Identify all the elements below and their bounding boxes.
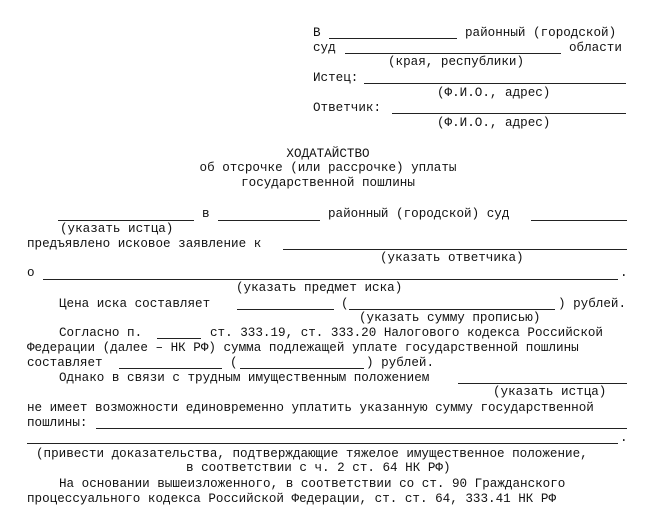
header-court-type: районный (городской) [465,26,617,40]
court-line-3[interactable] [531,220,627,221]
hint-amount-words: (указать сумму прописью) [359,311,541,325]
p5-b: ст. 333.19, ст. 333.20 Налогового кодекса Российской [210,326,603,340]
hint-defendant: (указать ответчика) [380,251,524,265]
p1-court: районный (городской) суд [328,207,510,221]
defendant-name-line[interactable] [283,249,627,250]
defendant-label: Ответчик: [313,101,382,115]
subject-line[interactable] [43,279,618,280]
p1-in: в [202,207,210,221]
plaintiff-hint: (Ф.И.О., адрес) [437,86,551,100]
p7-dot: . [620,431,628,445]
p8-line2: процессуального кодекса Российской Федерации, ст. ст. 64, 333.41 НК РФ [27,492,557,506]
hint-evidence-2: в соответствии с ч. 2 ст. 64 НК РФ) [186,461,451,475]
hint-subject: (указать предмет иска) [236,281,403,295]
hint-evidence-1: (привести доказательства, подтверждающие тяжелое имущественное положение, [36,447,588,461]
doc-subtitle-2: государственной пошлины [241,176,415,190]
p5-line3c: ) рублей. [366,356,435,370]
p2-text: предъявлено исковое заявление к [27,237,262,251]
p5-line3a: составляет [27,356,103,370]
clause-number-line[interactable] [157,338,201,339]
p5-a: Согласно п. [59,326,143,340]
p3-dot: . [620,266,628,280]
defendant-line[interactable] [392,113,626,114]
court-line-2[interactable] [218,220,320,221]
plaintiff-label: Истец: [313,71,359,85]
court-name-line[interactable] [329,38,457,39]
hint-plaintiff: (указать истца) [60,222,174,236]
doc-subtitle-1: об отсрочке (или рассрочке) уплаты [199,161,457,175]
p7-line1: не имеет возможности единовременно уплатить указанную сумму государственной [27,401,594,415]
plaintiff-line[interactable] [364,83,626,84]
p7-line2: пошлины: [27,416,88,430]
p3-o: о [27,266,35,280]
fee-words-line[interactable] [240,368,364,369]
plaintiff-name-line-2[interactable] [458,383,627,384]
doc-title: ХОДАТАЙСТВО [286,147,370,161]
evidence-line-1[interactable] [96,428,627,429]
hint-plaintiff-2: (указать истца) [493,385,607,399]
header-to-prefix: В [313,26,321,40]
region-line[interactable] [345,53,561,54]
header-region-word: области [569,41,622,55]
p5-line2: Федерации (далее – НК РФ) сумма подлежащей уплате государственной пошлины [27,341,579,355]
p5-line3b: ( [230,356,238,370]
header-court-prefix: суд [313,41,336,55]
price-paren-open: ( [341,297,349,311]
evidence-line-2[interactable] [27,443,618,444]
p6-text: Однако в связи с трудным имущественным положением [59,371,430,385]
fee-amount-line[interactable] [119,368,222,369]
p8-line1: На основании вышеизложенного, в соответствии со ст. 90 Гражданского [59,477,566,491]
header-region-hint: (края, республики) [388,55,525,69]
price-paren-close: ) рублей. [558,297,627,311]
price-text: Цена иска составляет [59,297,211,311]
price-words-line[interactable] [349,309,555,310]
price-amount-line[interactable] [237,309,334,310]
defendant-hint: (Ф.И.О., адрес) [437,116,551,130]
plaintiff-name-line[interactable] [58,220,194,221]
